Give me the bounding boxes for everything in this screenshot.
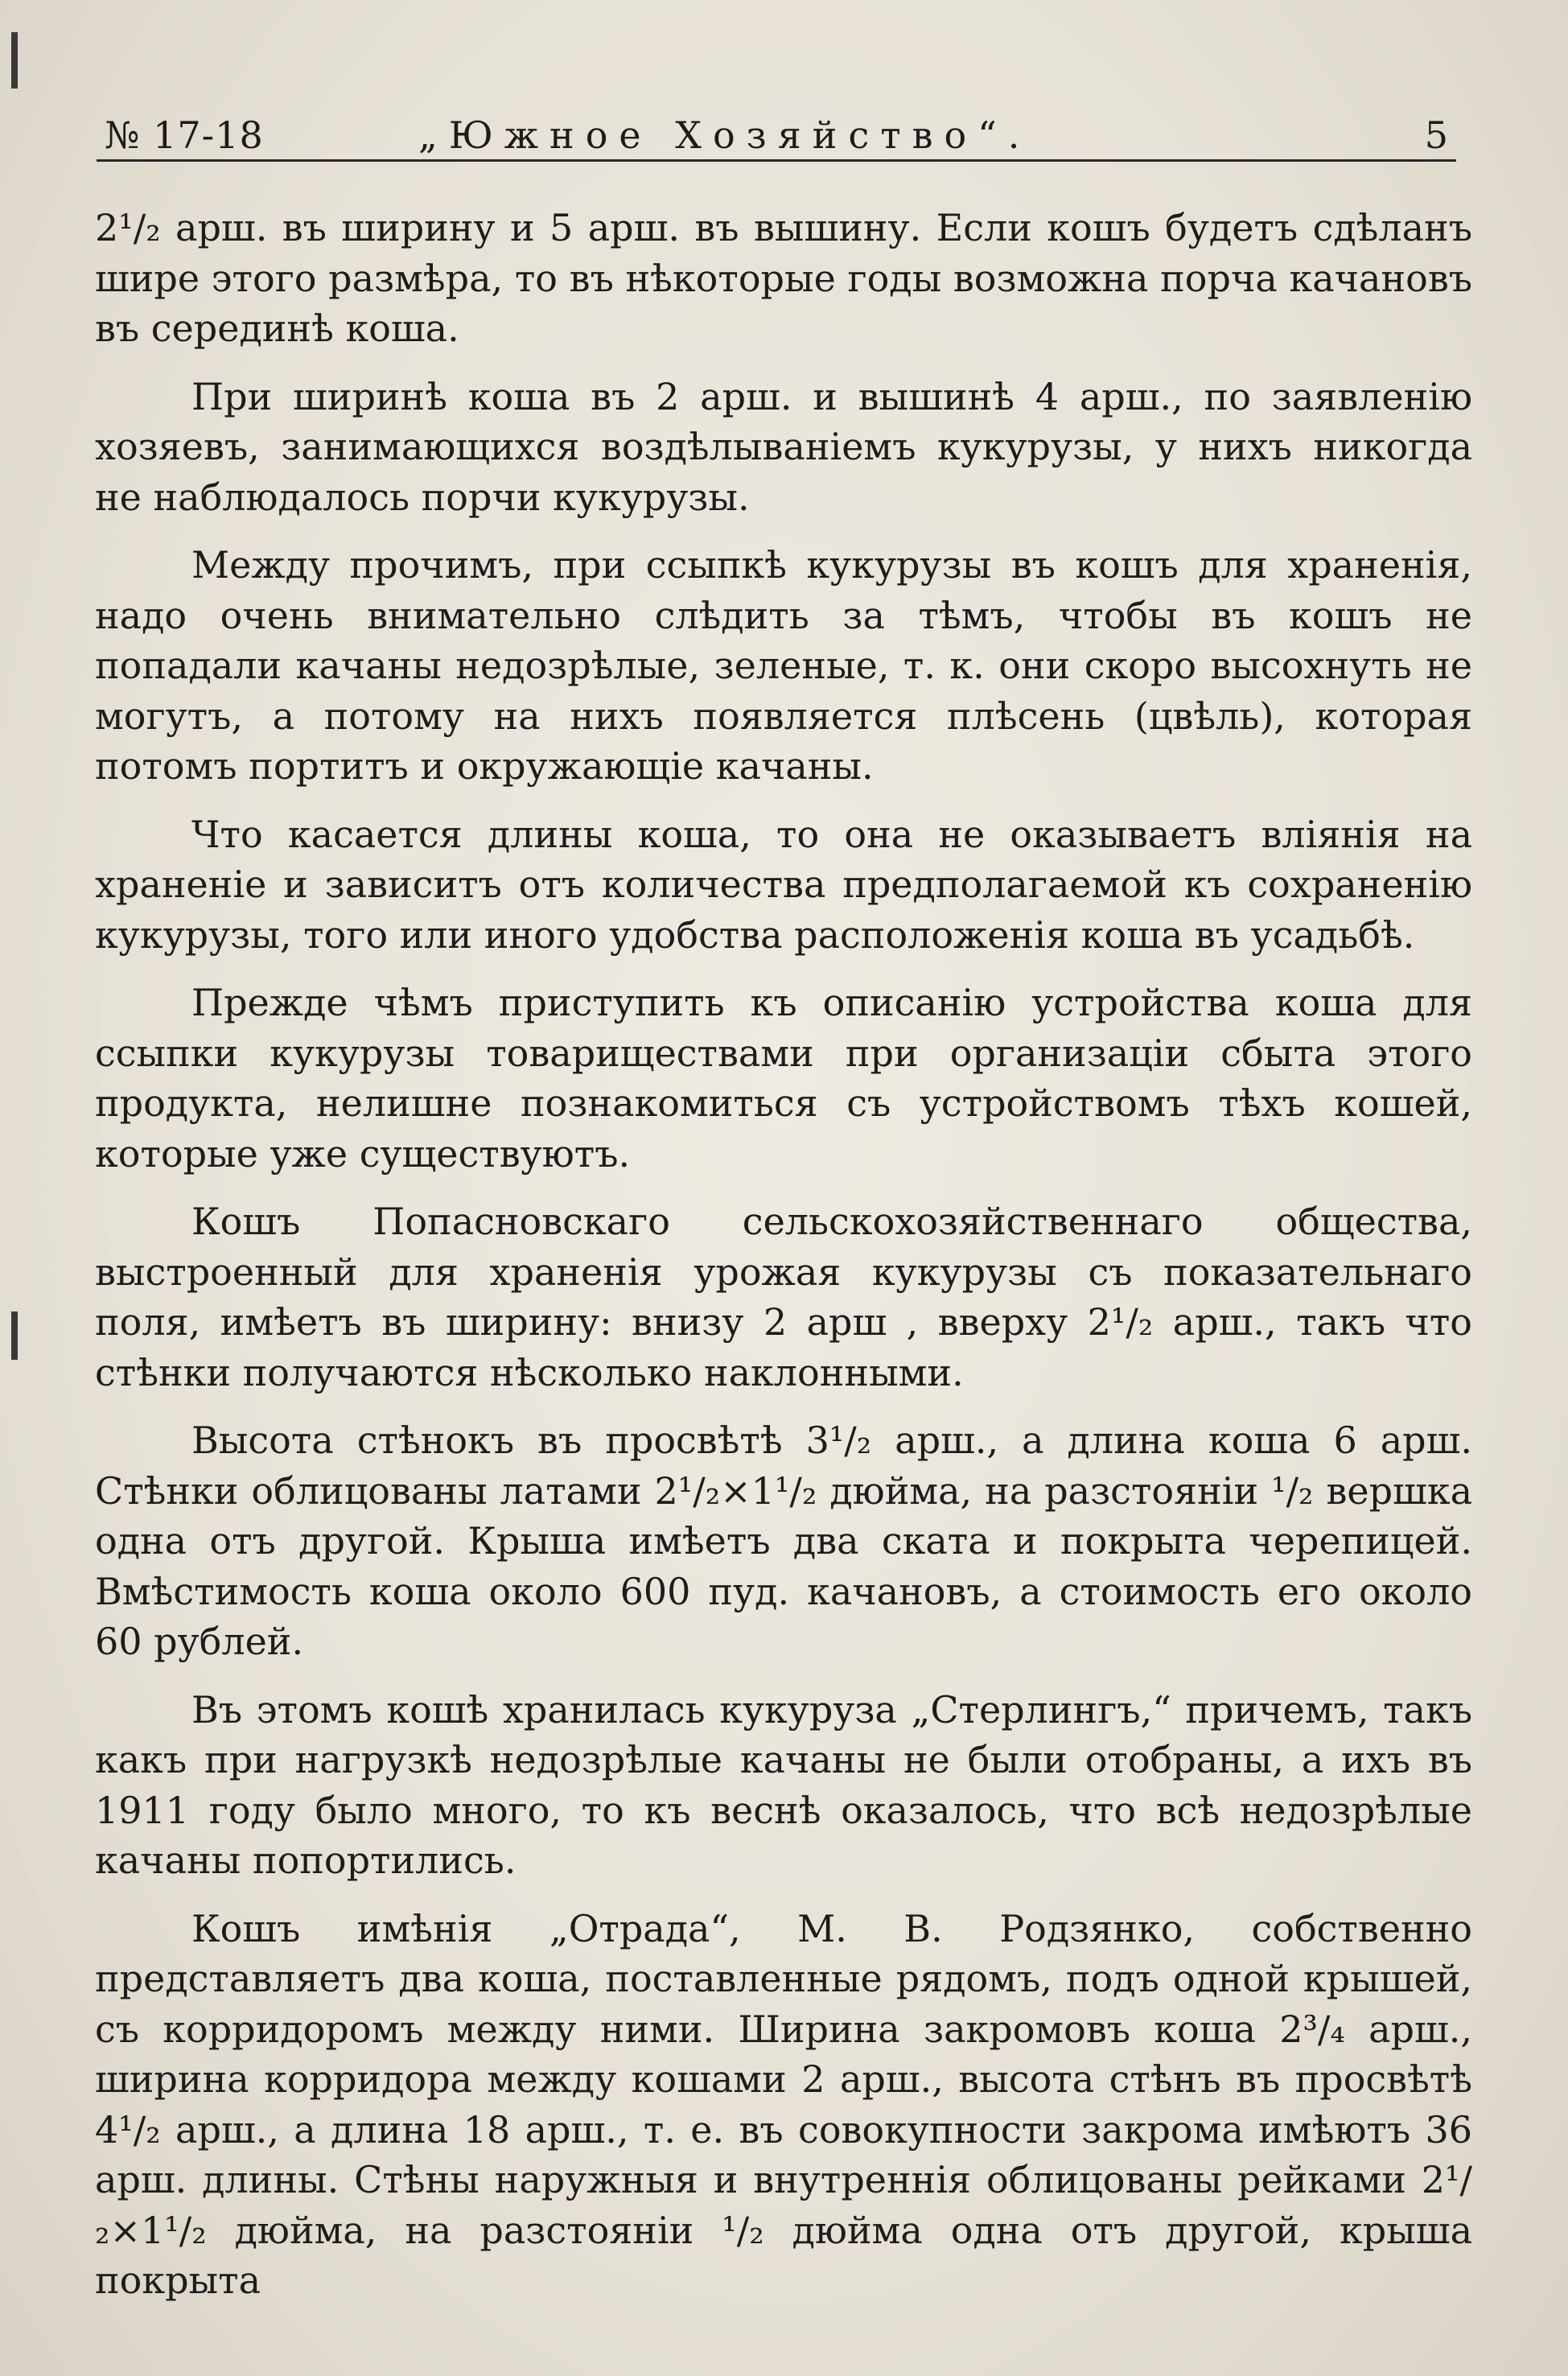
paragraph: Высота стѣнокъ въ просвѣтѣ 3¹/₂ арш., а длина коша 6 арш. Стѣнки облицованы латами 2¹/₂×1¹/₂ дюйма, на разстояніи ¹/₂ вершка одна отъ другой. Крыша имѣетъ два ската и покрыта черепицей. Вмѣстимость коша около 600 пуд. качановъ, а стоимость его около 60 рублей. — [95, 1419, 1472, 1663]
page-number: 5 — [1424, 113, 1448, 157]
paragraph: При ширинѣ коша въ 2 арш. и вышинѣ 4 арш., по заявленію хозяевъ, занимающихся воздѣлываніемъ кукурузы, у нихъ никогда не наблюдалось порчи кукурузы. — [95, 374, 1472, 519]
paragraph: Прежде чѣмъ приступить къ описанію устройства коша для ссыпки кукурузы товариществами при организаціи сбыта этого продукта, нелишне познакомиться съ устройствомъ тѣхъ кошей, которые уже существуютъ. — [95, 981, 1472, 1176]
binding-mark — [11, 1312, 18, 1360]
header-rule — [97, 159, 1456, 162]
article-body — [95, 203, 1472, 2324]
paragraph: Въ этомъ кошѣ хранилась кукуруза „Стерлингъ,“ причемъ, такъ какъ при нагрузкѣ недозрѣлые качаны не были отобраны, а ихъ въ 1911 году было много, то къ веснѣ оказалось, что всѣ недозрѣлые качаны попортились. — [95, 1687, 1472, 1882]
paragraph: Кошъ имѣнія „Отрада“, М. В. Родзянко, собственно представляетъ два коша, поставленные рядомъ, подъ одной крышей, съ корридоромъ между ними. Ширина закромовъ коша 2³/₄ арш., ширина корридора между кошами 2 арш., высота стѣнъ въ просвѣтѣ 4¹/₂ арш., а длина 18 арш., т. е. въ совокупности закрома имѣютъ 36 арш. длины. Стѣны наружныя и внутреннія облицованы рейками 2¹/₂×1¹/₂ дюйма, на разстояніи ¹/₂ дюйма одна отъ другой, крыша покрыта — [95, 1906, 1472, 2302]
paragraph: Что касается длины коша, то она не оказываетъ вліянія на храненіе и зависитъ отъ количества предполагаемой къ сохраненію кукурузы, того или иного удобства расположенія коша въ усадьбѣ. — [95, 812, 1472, 957]
paragraph: 2¹/₂ арш. въ ширину и 5 арш. въ вышину. Если кошъ будетъ сдѣланъ шире этого размѣра, то въ нѣкоторые годы возможна порча качановъ въ серединѣ коша. — [95, 206, 1472, 350]
page-header — [97, 111, 1456, 159]
journal-title: „Южное Хозяйство“. — [418, 113, 1031, 157]
paragraph: Кошъ Попасновскаго сельскохозяйственнаго общества, выстроенный для храненія урожая кукурузы съ показательнаго поля, имѣетъ въ ширину: внизу 2 арш , вверху 2¹/₂ арш., такъ что стѣнки получаются нѣсколько наклонными. — [95, 1200, 1472, 1394]
binding-mark — [11, 32, 18, 89]
issue-number: № 17-18 — [105, 113, 264, 157]
paragraph: Между прочимъ, при ссыпкѣ кукурузы въ кошъ для храненія, надо очень внимательно слѣдить за тѣмъ, чтобы въ кошъ не попадали качаны недозрѣлые, зеленые, т. к. они скоро высохнуть не могутъ, а потому на нихъ появляется плѣсень (цвѣль), которая потомъ портитъ и окружающіе качаны. — [95, 543, 1472, 788]
